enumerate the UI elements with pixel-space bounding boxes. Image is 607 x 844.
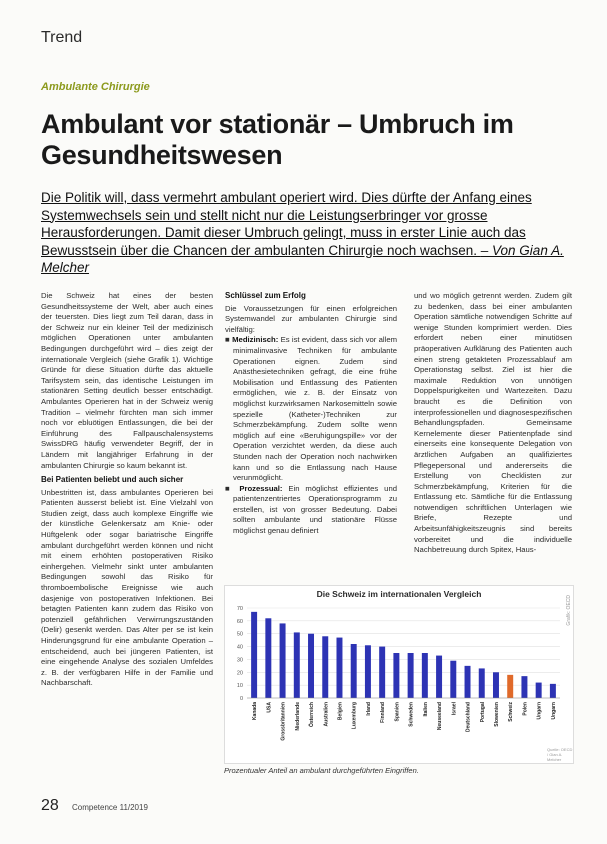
byline: – Von Gian A. Melcher	[41, 242, 564, 275]
y-tick-label: 50	[236, 631, 243, 638]
bar	[265, 618, 271, 698]
col1-subheading: Bei Patienten beliebt und auch sicher	[41, 475, 184, 485]
bar	[365, 645, 371, 698]
bullet-prozessual-text: Ein möglichst effizientes und patientenzentriertes Operationsprogramm zu erstellen, ist von grosser Bedeutung. Dabei sollten ambulante und stationäre Flüsse möglichst genau definiert	[233, 483, 398, 536]
bullet-prozessual-label: Prozessual:	[239, 483, 283, 493]
bar	[422, 653, 428, 698]
chart-caption: Prozentualer Anteil an ambulant durchgeführten Eingriffen.	[224, 766, 419, 775]
bar	[251, 612, 257, 698]
x-tick-label: Luxemburg	[351, 702, 358, 730]
y-tick-label: 10	[236, 683, 243, 690]
y-tick-label: 0	[239, 696, 243, 702]
y-tick-label: 20	[236, 670, 243, 677]
x-tick-label: Ungarn	[550, 702, 557, 720]
bar	[336, 638, 342, 698]
bar	[408, 653, 414, 698]
y-tick-label: 30	[236, 657, 243, 664]
col3-paragraph-1: und wo möglich getrennt werden. Zudem gilt zu bedenken, dass bei einer ambulanten Operation sämtliche notwendigen Schritte auf wenige Stunden komprimiert werden. Dies erfordert neben einer minutiösen präoperativen Aufklärung des Patienten auch einen streng getakteten Prozessablauf am Operationstag selbst. Ziel ist hier die maximale Reduktion von unnötigen Doppelspurigkeiten und Wartezeiten. Dazu braucht es die Definition von interprofessionellen und diagnosespezifischen Behandlungspfaden. Gemeinsame Kernelemente dieser Patientenpfade sind einerseits eine konsequente Delegation von ärztlichen Aufgaben an qualifiziertes Pflegepersonal und andererseits die Erstellung von Checklisten zur Schmerzbekämpfung, Kriterien für die Entlassung etc. Sämtliche für die Entlassung notwendigen schriftlichen Unterlagen wie Briefe, Rezepte und Arbeitsunfähigkeitszeugnis sind bereits vorbereitet und die individuelle Nachbetreuung durch Spitex, Haus-	[414, 291, 572, 555]
bullet-prozessual: ■ Prozessual: Ein möglichst effizientes und patientenzentriertes Operationsprogramm zu erstellen, ist von grosser Bedeutung. Dabei sollten ambulante und stationäre Flüsse möglichst genau definiert	[225, 483, 398, 536]
col1-paragraph-1: Die Schweiz hat eines der besten Gesundheitssysteme der Welt, aber auch eines der teuersten. Dies liegt zum Teil daran, dass in der Schweiz nur ein kleiner Teil der medizinisch möglichen Operationen unter ambulanten Bedingungen durchgeführt wird – dies zeigt der internationale Vergleich (siehe Grafik 1). Wichtige Gründe für diese Situation dürfte das aktuelle Tarifsystem sein, das identische Leistungen im stationären Setting deutlich besser entschädigt. Ambulantes Operieren hat in der Schweiz wenig Tradition – vielmehr fürchten man sich immer noch vor ebluötigen Entlassungen, die bei der Einführung des Fallpauschalensystems SwissDRG häufig verwendeter Begriff, der in Ländern mit langjähriger Erfahrung in der ambulanten Chirurgie so kaum bekannt ist.	[41, 291, 213, 470]
x-tick-label: USA	[266, 702, 273, 713]
x-tick-label: Kanada	[252, 702, 259, 721]
x-tick-label: Spanien	[394, 702, 401, 722]
journal-name: Competence 11/2019	[72, 803, 148, 812]
col1-paragraph-2: Unbestritten ist, dass ambulantes Operieren bei Patienten äusserst beliebt ist. Eine Vielzahl von Studien zeigt, dass auch komplexe Eingriffe wie der künstliche Gelenkersatz am Knie- oder Hüftgelenk oder sogar bariatrische Eingriffe ambulant durchgeführt werden können und nicht mit einem erhöhten postoperativen Risiko einhergehen. Vielmehr sinkt unter ambulanten Bedingungen sowohl das Risiko für thromboembolische Ereignisse wie auch dasjenige von postoperativen Infektionen. Bei betagten Patienten kann zudem das Risiko von potenziell gefährlichen Verwirrungszuständen (Delir) gesenkt werden. Das Alter per se ist kein Hinderungsgrund für eine ambulante Operation – entscheidend, auch bei jüngeren Patienten, ist eine eingehende Analyse des sozialen Umfeldes z. B. der verfügbaren Hilfe in der Familie und Nachbarschaft.	[41, 487, 213, 688]
bar	[536, 683, 542, 698]
x-tick-label: Finnland	[380, 702, 387, 723]
x-tick-label: Neuseeland	[437, 702, 444, 731]
x-tick-label: Schweden	[408, 702, 415, 727]
x-tick-label: Italien	[422, 702, 429, 717]
bar	[479, 668, 485, 698]
side-credit: Grafik: OECD	[566, 595, 572, 626]
y-tick-label: 40	[236, 644, 243, 651]
chart-svg	[225, 586, 571, 761]
bar	[521, 676, 527, 698]
x-tick-label: Irland	[365, 702, 372, 716]
x-tick-label: Ungarn	[536, 702, 543, 720]
col2-subheading: Schlüssel zum Erfolg	[225, 291, 306, 300]
x-tick-label: Grossbritannien	[280, 702, 287, 741]
column-2	[225, 291, 397, 537]
x-tick-label: Israel	[451, 702, 458, 716]
bar	[393, 653, 399, 698]
bar	[465, 666, 471, 698]
x-tick-label: Portugal	[479, 702, 486, 723]
headline: Ambulant vor stationär – Umbruch im Gesundheitswesen	[41, 109, 514, 170]
x-tick-label: Polen	[522, 702, 529, 716]
x-tick-label: Slowenien	[493, 702, 500, 727]
bullet-medizinisch-label: Medizinisch:	[232, 335, 279, 345]
page-number: 28	[41, 797, 59, 814]
x-tick-label: Belgien	[337, 702, 344, 721]
column-1	[41, 291, 213, 689]
col2-paragraph-1: Die Voraussetzungen für einen erfolgreichen Systemwandel zur ambulanten Chirurgie sind vielfältig:	[225, 303, 397, 334]
bullet-medizinisch-text: Es ist evident, dass sich vor allem minimalinvasive Techniken für ambulante Operationen eignen. Zudem sind Anästhesietechniken gefragt, die eine frühe Mobilisation und Entlassung des Patienten ermöglichen, wie z. B. der Einsatz von möglichst kurzwirksamen Narkosemitteln sowie spezielle (Katheter-)Techniken zur Schmerzbekämpfung. Zudem sollte wenn möglich auf eine «Beruhigungspille» vor der Operation verzichtet werden, da diese auch Stunden nach der Operation noch nachwirken kann und so die Entlassung nach Hause verunmöglicht.	[233, 335, 398, 483]
column-3	[414, 291, 572, 556]
bar	[294, 632, 300, 698]
bar	[450, 661, 456, 698]
bar	[493, 672, 499, 698]
lead-text: Die Politik will, dass vermehrt ambulant operiert wird. Dies dürfte der Anfang eines Systemwechsels sein und stellt nicht nur die Leistungserbringer vor grosse Herausforderungen. Damit dieser Umbruch gelingt, muss in erster Linie auch das Bewusstsein über die Chancen der ambulanten Chirurgie noch wachsen.	[41, 190, 532, 258]
bar	[351, 644, 357, 698]
x-tick-label: Deutschland	[465, 702, 472, 733]
x-tick-label: Australien	[323, 702, 330, 727]
y-tick-label: 60	[236, 618, 243, 625]
bar	[280, 623, 286, 698]
bullet-medizinisch: ■ Medizinisch: Es ist evident, dass sich vor allem minimalinvasive Techniken für ambulante Operationen eignen. Zudem sind Anästhesietechniken gefragt, die eine frühe Mobilisation und Entlassung des Patienten ermöglichen, wie z. B. der Einsatz von möglichst kurzwirksamen Narkosemitteln sowie spezielle (Katheter-)Techniken zur Schmerzbekämpfung. Zudem sollte wenn möglich auf eine «Beruhigungspille» vor der Operation verzichtet werden, da diese auch Stunden nach der Operation noch nachwirken kann und so die Entlassung nach Hause verunmöglicht.	[225, 335, 398, 483]
bar-chart	[224, 585, 574, 764]
x-tick-label: Österreich	[309, 702, 316, 728]
x-tick-label: Niederlande	[294, 702, 301, 731]
bar	[436, 656, 442, 698]
kicker: Ambulante Chirurgie	[41, 81, 150, 93]
y-tick-label: 70	[236, 606, 243, 612]
x-tick-label: Schweiz	[508, 702, 515, 722]
section-label: Trend	[41, 29, 83, 46]
chart-title: Die Schweiz im internationalen Vergleich	[316, 589, 482, 599]
bar	[322, 636, 328, 698]
bar	[379, 647, 385, 698]
bar	[550, 684, 556, 698]
chart-source: Quelle: OECD / Gian A. Melcher	[547, 747, 573, 762]
lead-paragraph	[41, 189, 571, 277]
bar	[308, 634, 314, 698]
bar	[507, 675, 513, 698]
